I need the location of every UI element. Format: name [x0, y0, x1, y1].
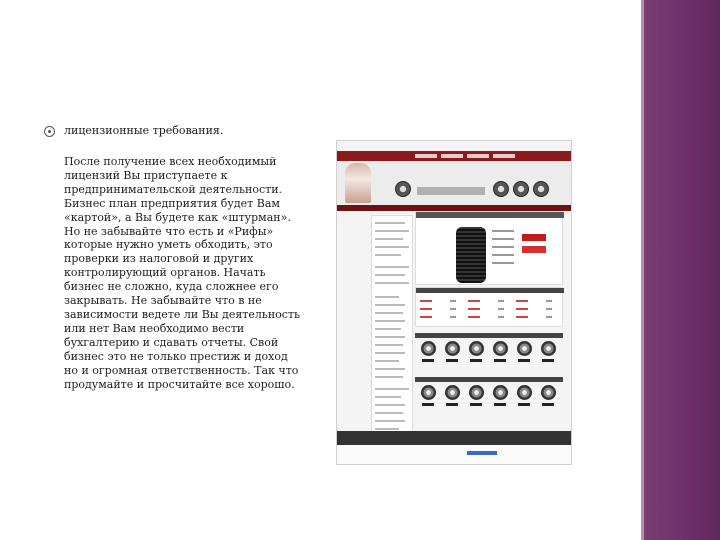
wheel-thumb [469, 385, 484, 400]
hero-model-figure [345, 163, 371, 203]
wheel-thumb [493, 385, 508, 400]
bullet-heading: лицензионные требования. [64, 124, 224, 137]
site-footer [337, 431, 572, 445]
wheel-thumb [421, 385, 436, 400]
wheel-thumb [421, 341, 436, 356]
circle-bullet-icon [44, 126, 55, 137]
decorative-side-band [641, 0, 720, 540]
side-band-edge [641, 0, 644, 540]
buy-tag [522, 246, 546, 253]
tire-photo [456, 227, 486, 283]
hero-wheel-icon [493, 181, 509, 197]
product-card [415, 211, 563, 285]
related-strip-header [415, 377, 563, 382]
wheel-thumb [541, 341, 556, 356]
site-top-bar [337, 151, 572, 161]
website-screenshot-image [336, 140, 572, 465]
hero-banner-strip [417, 187, 485, 195]
hero-wheel-icon [533, 181, 549, 197]
hero-wheel-icon [513, 181, 529, 197]
body-paragraph: После получение всех необходимый лицензий Вы приступаете к предпринимательской деятельности. Бизнес план предприятия будет Вам «картой», а Вы будете как «штурман». Но не забывайте что есть и «Рифы» которые нужно уметь обходить, это проверки из налоговой и других контролирующий органов. Начать бизнес не сложно, куда сложнее его закрывать. Не забывайте что в не зависимости ведете ли Вы деятельность или нет Вам необходимо вести бухгалтерию и сдавать отчеты. Свой бизнес это не только престиж и доход но и огромная ответственность. Так что продумайте и просчитайте все хорошо. [64, 155, 301, 391]
offers-table [415, 287, 563, 327]
site-left-sidebar [371, 215, 413, 443]
wheel-thumb [493, 341, 508, 356]
hero-wheel-icon [395, 181, 411, 197]
wheel-thumb [445, 385, 460, 400]
site-bottom-area [337, 445, 572, 465]
wheel-thumb [517, 341, 532, 356]
wheel-thumb [469, 341, 484, 356]
related-strip-header [415, 333, 563, 338]
site-main-column [415, 203, 565, 443]
price-tag [522, 234, 546, 241]
wheel-thumb [445, 341, 460, 356]
wheel-thumb [541, 385, 556, 400]
footer-logo [467, 451, 497, 455]
wheel-thumb [517, 385, 532, 400]
